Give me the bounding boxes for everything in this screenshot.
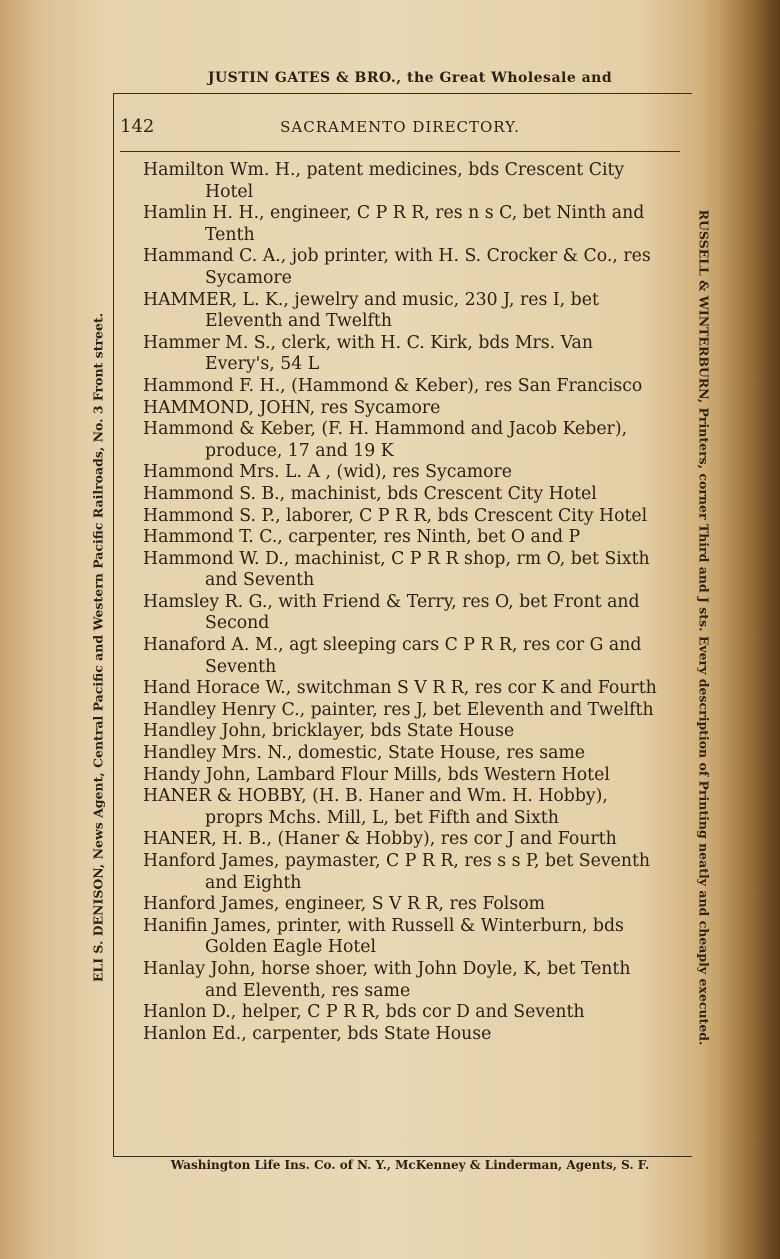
directory-entry: Hanlon D., helper, C P R R, bds cor D and Seventh	[143, 1002, 585, 1023]
directory-entries	[143, 160, 668, 1045]
directory-entry: Hammer M. S., clerk, with H. C. Kirk, bds Mrs. Van Every's, 54 L	[143, 332, 593, 375]
directory-entry: HANER, H. B., (Haner & Hobby), res cor J and Fourth	[143, 829, 617, 850]
directory-entry: Hanifin James, printer, with Russell & Winterburn, bds Golden Eagle Hotel	[143, 915, 624, 958]
directory-entry: Hamilton Wm. H., patent medicines, bds Crescent City Hotel	[143, 160, 625, 202]
directory-entry: Hammond Mrs. L. A , (wid), res Sycamore	[143, 462, 513, 483]
header-rule	[120, 151, 680, 152]
running-title: SACRAMENTO DIRECTORY.	[280, 118, 520, 136]
directory-entry: Handy John, Lambard Flour Mills, bds Western Hotel	[143, 764, 610, 785]
bottom-advertisement: Washington Life Ins. Co. of N. Y., McKenney & Linderman, Agents, S. F.	[170, 1158, 650, 1172]
directory-entry: Hammond F. H., (Hammond & Keber), res San Francisco	[143, 375, 643, 396]
directory-entry: Hand Horace W., switchman S V R R, res cor K and Fourth	[143, 678, 657, 699]
directory-entry: Hammand C. A., job printer, with H. S. Crocker & Co., res Sycamore	[143, 246, 651, 288]
directory-entry: HAMMER, L. K., jewelry and music, 230 J, res I, bet Eleventh and Twelfth	[143, 289, 599, 332]
directory-entry: HAMMOND, JOHN, res Sycamore	[143, 397, 441, 418]
directory-entry: Hammond W. D., machinist, C P R R shop, rm O, bet Sixth and Seventh	[143, 548, 650, 591]
directory-entry: HANER & HOBBY, (H. B. Haner and Wm. H. Hobby), proprs Mchs. Mill, L, bet Fifth and Sixth	[143, 786, 608, 828]
directory-entry: Hanford James, paymaster, C P R R, res s s P, bet Seventh and Eighth	[143, 851, 651, 893]
directory-entry: Hanford James, engineer, S V R R, res Folsom	[143, 894, 545, 915]
directory-entry: Handley Mrs. N., domestic, State House, res same	[143, 743, 586, 764]
right-margin-advertisement: RUSSELL & WINTERBURN, Printers, corner Third and J sts. Every description of Printing neatly and cheaply executed.	[696, 209, 712, 1046]
directory-entry: Hammond T. C., carpenter, res Ninth, bet O and P	[143, 527, 581, 548]
page-header	[120, 116, 680, 140]
left-margin-advertisement: ELI S. DENISON, News Agent, Central Pacific and Western Pacific Railroads, No. 3 Front street.	[90, 312, 106, 983]
directory-entry: Hanlon Ed., carpenter, bds State House	[143, 1023, 492, 1044]
directory-entry: Hammond & Keber, (F. H. Hammond and Jacob Keber), produce, 17 and 19 K	[143, 419, 628, 461]
top-advertisement: JUSTIN GATES & BRO., the Great Wholesale and	[207, 70, 613, 86]
page-number: 142	[120, 116, 155, 137]
directory-entry: Handley Henry C., painter, res J, bet Eleventh and Twelfth	[143, 699, 654, 720]
directory-entry: Hamlin H. H., engineer, C P R R, res n s C, bet Ninth and Tenth	[143, 203, 645, 245]
directory-entry: Hammond S. P., laborer, C P R R, bds Crescent City Hotel	[143, 505, 648, 526]
directory-entry: Hammond S. B., machinist, bds Crescent City Hotel	[143, 483, 597, 504]
directory-entry: Handley John, bricklayer, bds State House	[143, 721, 515, 742]
directory-entry: Hanaford A. M., agt sleeping cars C P R R, res cor G and Seventh	[143, 635, 642, 677]
directory-entry: Hamsley R. G., with Friend & Terry, res O, bet Front and Second	[143, 591, 640, 634]
directory-entry: Hanlay John, horse shoer, with John Doyle, K, bet Tenth and Eleventh, res same	[143, 958, 631, 1001]
page-binding-shadow	[720, 0, 780, 1259]
